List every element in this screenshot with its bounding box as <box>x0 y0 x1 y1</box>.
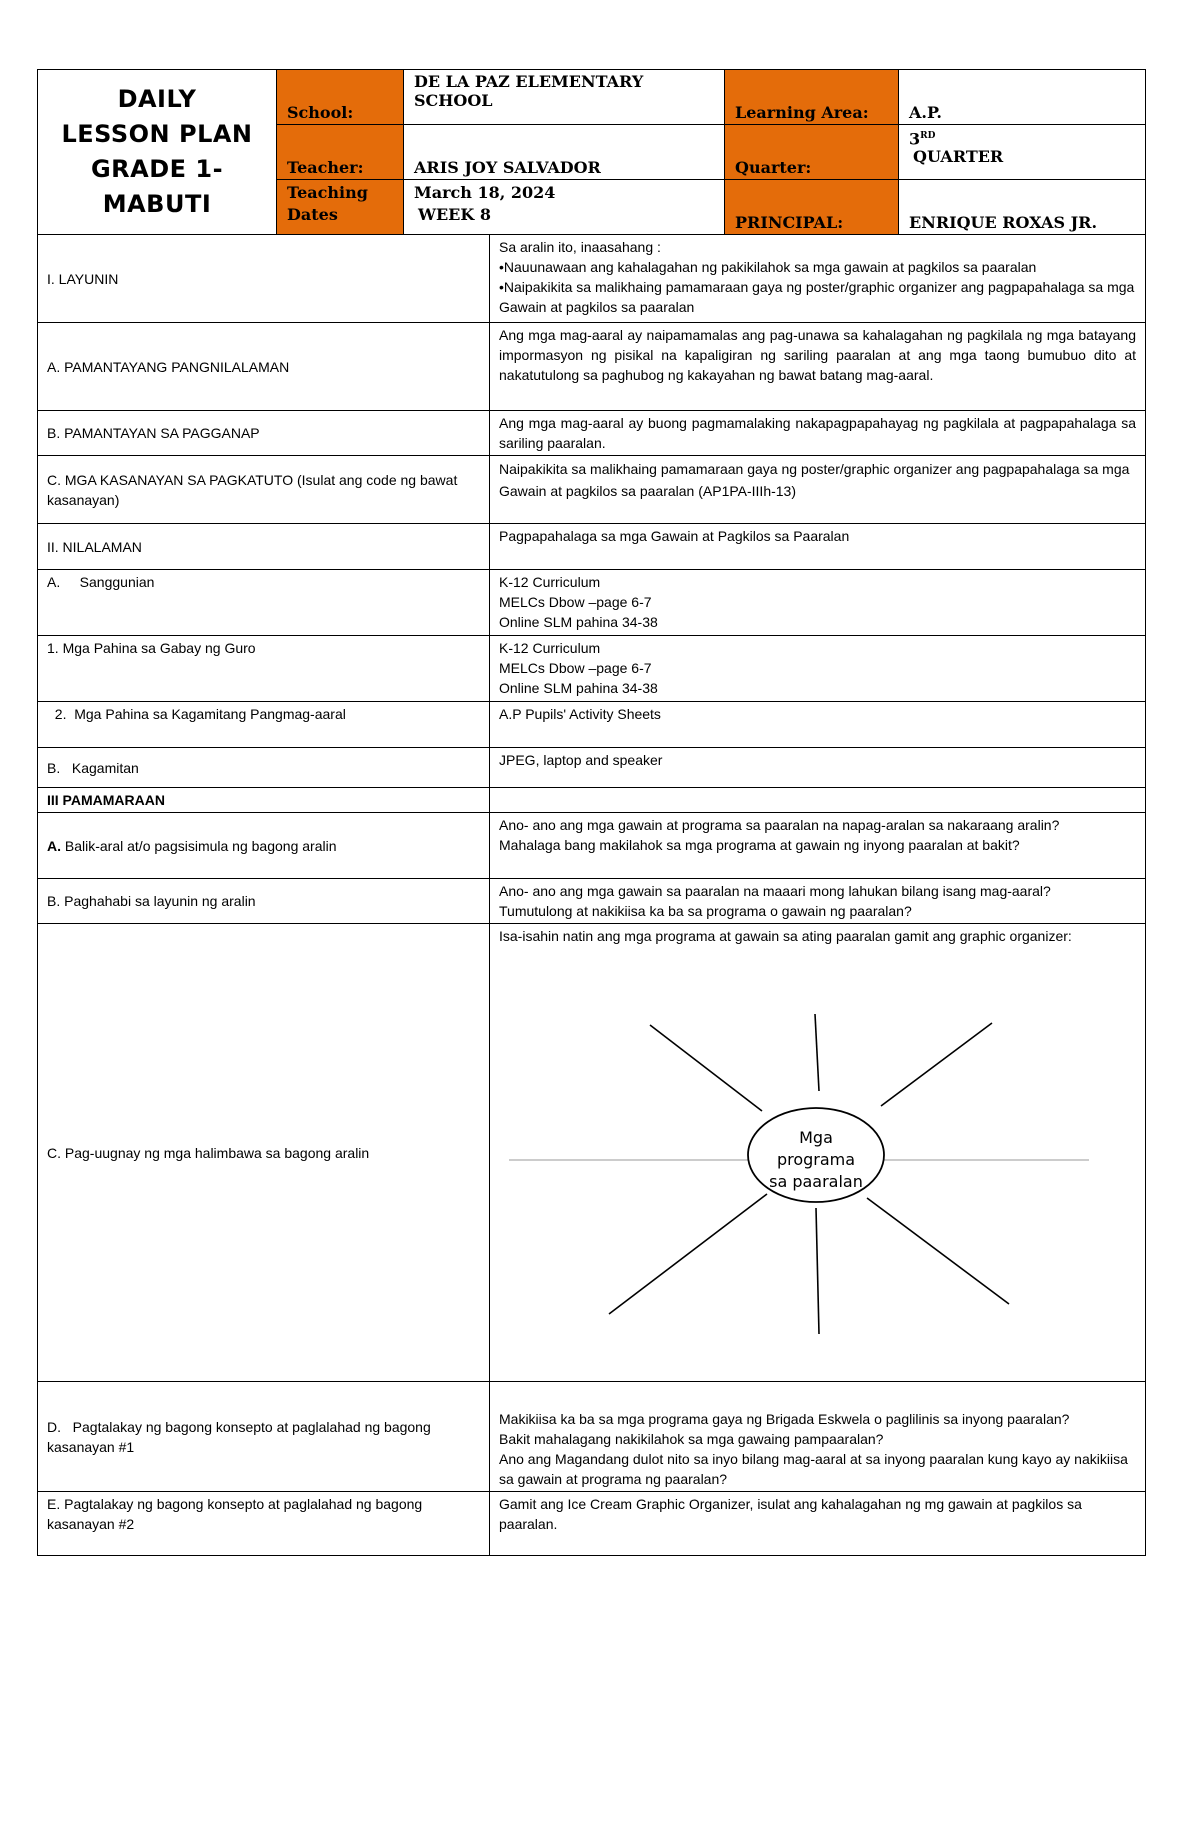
balik-aral-label <box>38 813 490 879</box>
nilalaman-content: Pagpapahalaga sa mga Gawain at Pagkilos sa Paaralan <box>490 524 1146 570</box>
teacher-label: Teacher: <box>277 125 404 180</box>
layunin-list <box>499 257 1136 317</box>
spoke-line <box>816 1208 819 1334</box>
pag-uugnay-label: C. Pag-uugnay ng mga halimbawa sa bagong aralin <box>38 924 490 1382</box>
table-row <box>38 879 1146 924</box>
kasanayan-content: Naipakikita sa malikhaing pamamaraan gaya ng poster/graphic organizer ang pagpapahalaga sa mga Gawain at pagkilos sa paaralan (AP1PA-IIIh-13) <box>490 456 1146 524</box>
balik-aral-label-rest: Balik-aral at/o pagsisimula ng bagong aralin <box>61 837 337 854</box>
document-title-cell <box>38 70 277 235</box>
question-line: Mahalaga bang makilahok sa mga programa at gawain ng inyong paaralan at bakit? <box>499 837 1020 853</box>
kagamitan-content: JPEG, laptop and speaker <box>490 748 1146 788</box>
spoke-line <box>815 1014 819 1091</box>
layunin-intro: Sa aralin ito, inaasahang : <box>499 239 661 255</box>
table-row <box>38 1382 1146 1492</box>
pamamaraan-label: III PAMAMARAAN <box>38 788 490 813</box>
question-line: Ano- ano ang mga gawain at programa sa paaralan na napag-aralan sa nakaraang aralin? <box>499 817 1060 833</box>
title-line: MABUTI <box>102 190 212 218</box>
learning-area-value: A.P. <box>899 70 1146 125</box>
paghahabi-label: B. Paghahabi sa layunin ng aralin <box>38 879 490 924</box>
title-line: LESSON PLAN <box>61 120 253 148</box>
dates-value-line: WEEK 8 <box>418 205 491 224</box>
table-row <box>38 524 1146 570</box>
sanggunian-label: A. Sanggunian <box>38 570 490 636</box>
table-row <box>38 411 1146 456</box>
question-line: Tumutulong at nakikiisa ka ba sa programa o gawain ng paaralan? <box>499 903 912 919</box>
teacher-value: ARIS JOY SALVADOR <box>404 125 725 180</box>
center-label-line: programa <box>776 1150 856 1169</box>
paghahabi-content <box>490 879 1146 924</box>
table-row <box>38 924 1146 1382</box>
table-row <box>38 813 1146 879</box>
dates-label-line: Teaching <box>287 183 368 202</box>
reference-line: Online SLM pahina 34-38 <box>499 614 658 630</box>
pagtalakay-1-label: D. Pagtalakay ng bagong konsepto at paglalahad ng bagong kasanayan #1 <box>38 1382 490 1492</box>
kagamitang-pangmag-aaral-content: A.P Pupils' Activity Sheets <box>490 702 1146 748</box>
sanggunian-content <box>490 570 1146 636</box>
table-row <box>38 748 1146 788</box>
kagamitang-pangmag-aaral-label: 2. Mga Pahina sa Kagamitang Pangmag-aaral <box>38 702 490 748</box>
spoke-line <box>650 1025 762 1111</box>
teaching-dates-value <box>404 180 725 235</box>
reference-line: K-12 Curriculum <box>499 640 601 656</box>
kasanayan-label-rest: (Isulat ang code ng bawat kasanayan) <box>47 471 458 508</box>
document-title <box>38 82 276 222</box>
quarter-value <box>899 125 1146 180</box>
question-line: Ano ang Magandang dulot nito sa inyo bilang mag-aaral at sa inyong paaralan kung kayo ay nakikiisa sa gawain at programa ng paaralan? <box>499 1451 1128 1487</box>
pag-uugnay-text: Isa-isahin natin ang mga programa at gawain sa ating paaralan gamit ang graphic organizer: <box>499 928 1072 944</box>
graphic-organizer <box>499 946 1139 1366</box>
reference-line: K-12 Curriculum <box>499 574 601 590</box>
principal-value: ENRIQUE ROXAS JR. <box>899 180 1146 235</box>
table-row <box>38 702 1146 748</box>
dates-value-line: March 18, 2024 <box>414 183 556 202</box>
principal-label: PRINCIPAL: <box>725 180 899 235</box>
quarter-word: QUARTER <box>913 147 1004 167</box>
spoke-line <box>867 1198 1009 1304</box>
pagtalakay-1-content <box>490 1382 1146 1492</box>
teaching-dates-label <box>277 180 404 235</box>
header-table <box>37 69 1146 235</box>
gabay-guro-label: 1. Mga Pahina sa Gabay ng Guro <box>38 636 490 702</box>
lesson-plan-table <box>37 234 1146 1556</box>
pagtalakay-2-content: Gamit ang Ice Cream Graphic Organizer, isulat ang kahalagahan ng mg gawain at pagkilos sa paaralan. <box>490 1492 1146 1556</box>
center-label-line: Mga <box>799 1128 833 1147</box>
title-line: DAILY <box>117 85 197 113</box>
center-label-line: sa paaralan <box>769 1172 863 1191</box>
dates-label-line: Dates <box>287 205 338 224</box>
nilalaman-label: II. NILALAMAN <box>38 524 490 570</box>
gabay-guro-content <box>490 636 1146 702</box>
pamamaraan-content <box>490 788 1146 813</box>
title-line: GRADE 1- <box>90 155 224 183</box>
layunin-content <box>490 235 1146 323</box>
question-line: Ano- ano ang mga gawain sa paaralan na maaari mong lahukan bilang isang mag-aaral? <box>499 883 1051 899</box>
pamantayang-pangnilalaman-label: A. PAMANTAYANG PANGNILALAMAN <box>38 323 490 411</box>
pamantayang-pangnilalaman-content: Ang mga mag-aaral ay naipamamalas ang pag-unawa sa kahalagahan ng pagkilala ng mga batayang impormasyon ng pisikal na kapaligiran ng sariling paaralan at ang mga taong bumubuo dito at nakatutulong sa paghubog ng kakayahan ng bawat batang mag-aaral. <box>490 323 1146 411</box>
lesson-plan-document <box>37 69 1145 1556</box>
reference-line: MELCs Dbow –page 6-7 <box>499 594 652 610</box>
kasanayan-label-bold: C. MGA KASANAYAN SA PAGKATUTO <box>47 471 294 488</box>
quarter-suffix: RD <box>920 131 936 141</box>
pamantayan-sa-pagganap-content: Ang mga mag-aaral ay buong pagmamalaking nakapagpapahayag ng pagkilala at pagpapahalaga sa sariling paaralan. <box>490 411 1146 456</box>
school-label: School: <box>277 70 404 125</box>
table-row <box>38 636 1146 702</box>
reference-line: Online SLM pahina 34-38 <box>499 680 658 696</box>
list-item: • Nauunawaan ang kahalagahan ng pakikilahok sa mga gawain at pagkilos sa paaralan <box>499 257 1136 277</box>
graphic-organizer-svg <box>499 946 1139 1366</box>
school-value: DE LA PAZ ELEMENTARY SCHOOL <box>404 70 725 125</box>
balik-aral-content <box>490 813 1146 879</box>
balik-aral-label-bold: A. <box>47 837 61 854</box>
kasanayan-label <box>38 456 490 524</box>
table-row <box>38 456 1146 524</box>
spoke-line <box>881 1023 992 1106</box>
table-row <box>38 570 1146 636</box>
table-row <box>38 1492 1146 1556</box>
spoke-line <box>609 1194 767 1314</box>
question-line: Bakit mahalagang nakikilahok sa mga gawaing pampaaralan? <box>499 1431 884 1447</box>
reference-line: MELCs Dbow –page 6-7 <box>499 660 652 676</box>
quarter-number: 3 <box>909 129 921 149</box>
table-row <box>38 323 1146 411</box>
table-row <box>38 788 1146 813</box>
pagtalakay-2-label: E. Pagtalakay ng bagong konsepto at paglalahad ng bagong kasanayan #2 <box>38 1492 490 1556</box>
table-row <box>38 235 1146 323</box>
question-line: Makikiisa ka ba sa mga programa gaya ng Brigada Eskwela o paglilinis sa inyong paaralan? <box>499 1411 1070 1427</box>
learning-area-label: Learning Area: <box>725 70 899 125</box>
quarter-label: Quarter: <box>725 125 899 180</box>
layunin-label: I. LAYUNIN <box>38 235 490 323</box>
list-item: • Naipakikita sa malikhaing pamamaraan gaya ng poster/graphic organizer ang pagpapahalaga sa mga Gawain at pagkilos sa paaralan <box>499 277 1136 317</box>
kagamitan-label: B. Kagamitan <box>38 748 490 788</box>
pag-uugnay-content <box>490 924 1146 1382</box>
pamantayan-sa-pagganap-label: B. PAMANTAYAN SA PAGGANAP <box>38 411 490 456</box>
